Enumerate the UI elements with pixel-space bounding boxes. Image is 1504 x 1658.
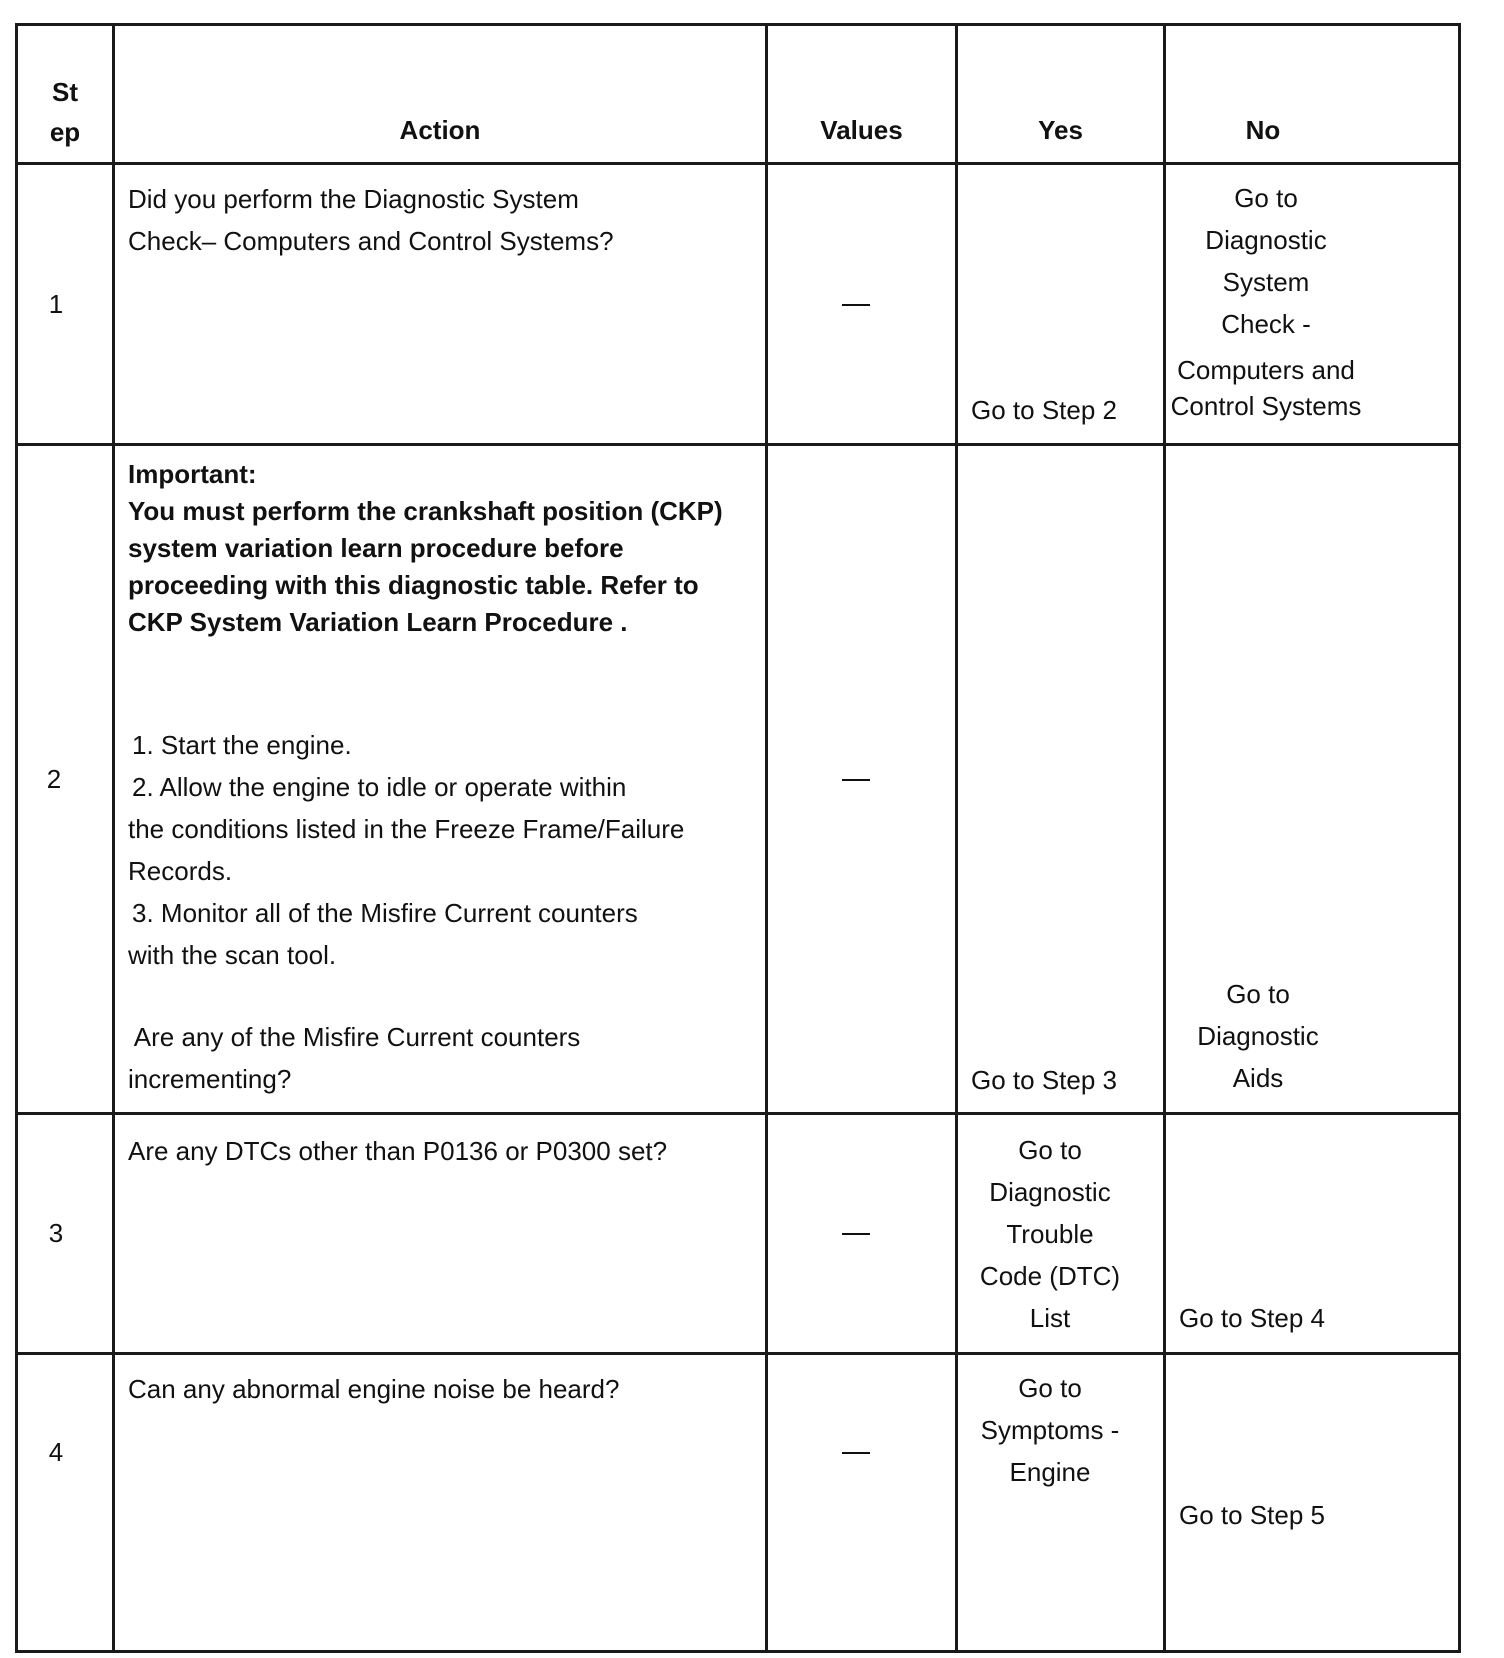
column-divider — [112, 26, 115, 1650]
row-divider — [18, 1352, 1458, 1355]
header-values: Values — [820, 115, 903, 145]
row1-action: Did you perform the Diagnostic System Check– Computers and Control Systems? — [128, 184, 614, 256]
row-divider — [18, 1112, 1458, 1115]
row2-no: Go to Diagnostic Aids — [1197, 979, 1319, 1093]
row3-yes: Go to Diagnostic Trouble Code (DTC) List — [979, 1135, 1121, 1333]
row2-important-note: Important: You must perform the crankshaft position (CKP) system variation learn procedure before proceeding with this diagnostic table. Refer to CKP System Variation Learn Procedure . — [128, 459, 723, 637]
row1-yes: Go to Step 2 — [971, 395, 1117, 425]
row4-action: Can any abnormal engine noise be heard? — [128, 1374, 620, 1404]
row4-yes: Go to Symptoms - Engine — [980, 1373, 1120, 1487]
header-step: St ep — [49, 77, 81, 147]
row2-yes: Go to Step 3 — [971, 1065, 1117, 1095]
row1-value-dash — [842, 304, 870, 306]
header-yes: Yes — [1038, 115, 1083, 145]
row4-no: Go to Step 5 — [1179, 1500, 1325, 1530]
row3-no: Go to Step 4 — [1179, 1303, 1325, 1333]
row2-action: 1. Start the engine. 2. Allow the engine to idle or operate within the conditions listed in the Freeze Frame/Failure Records. 3. Monitor all of the Misfire Current counters with the scan tool. Are any of the Misfire Current counters incrementing? — [128, 730, 685, 1094]
row4-step: 4 — [48, 1437, 64, 1467]
row1-step: 1 — [48, 289, 64, 319]
row3-action: Are any DTCs other than P0136 or P0300 set? — [128, 1136, 668, 1166]
row-divider — [18, 162, 1458, 165]
row-divider — [18, 443, 1458, 446]
header-action: Action — [399, 115, 481, 145]
row2-step: 2 — [46, 764, 62, 794]
column-divider — [765, 26, 768, 1650]
row2-value-dash — [842, 779, 870, 781]
header-no: No — [1245, 115, 1281, 145]
row4-value-dash — [842, 1452, 870, 1454]
row1-no: Go to Diagnostic System Check - Computers and Control Systems — [1170, 183, 1362, 421]
row3-step: 3 — [48, 1218, 64, 1248]
row3-value-dash — [842, 1233, 870, 1235]
